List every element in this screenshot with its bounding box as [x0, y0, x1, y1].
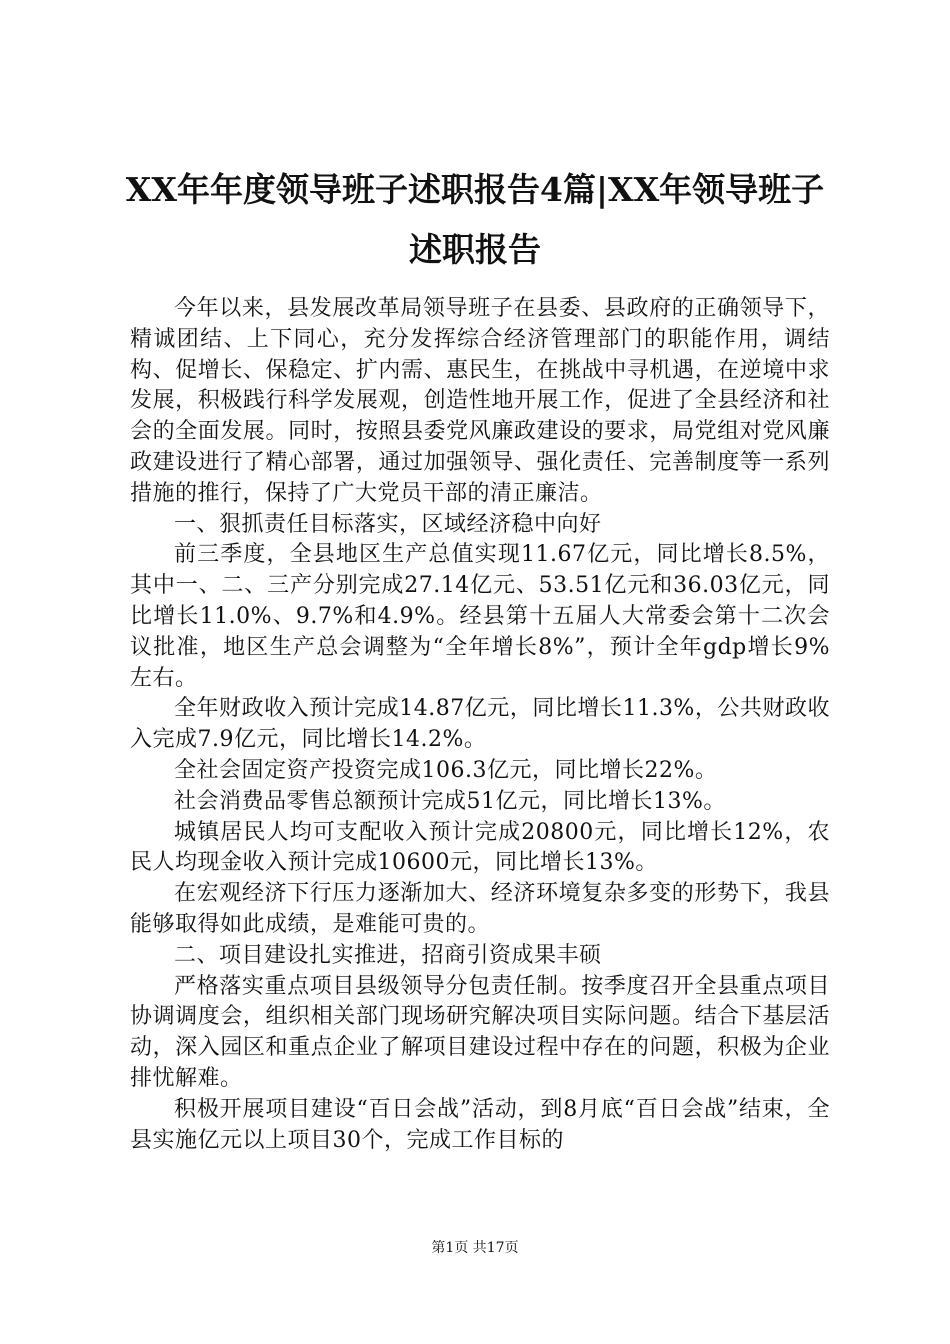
- paragraph-revenue: 全年财政收入预计完成14.87亿元，同比增长11.3%，公共财政收入完成7.9亿元，同比增长14.2%。: [130, 696, 830, 753]
- section-heading-1: 一、狠抓责任目标落实，区域经济稳中向好: [174, 511, 602, 537]
- paragraph-investment: 全社会固定资产投资完成106.3亿元，同比增长22%。: [174, 757, 718, 783]
- paragraph-hundred-days: 积极开展项目建设“百日会战”活动，到8月底“百日会战”结束，全县实施亿元以上项目30个，完成工作目标的: [130, 1096, 830, 1153]
- paragraph-retail: 社会消费品零售总额预计完成51亿元，同比增长13%。: [174, 788, 726, 814]
- paragraph-gdp: 前三季度，全县地区生产总值实现11.67亿元，同比增长8.5%，其中一、二、三产分别完成27.14亿元、53.51亿元和36.03亿元，同比增长11.0%、9.7%和4.9%。经县第十五届人大常委会第十二次会议批准，地区生产总会调整为“全年增长8%”，预计全年gdp增长9%左右。: [130, 542, 830, 691]
- paragraph-income: 城镇居民人均可支配收入预计完成20800元，同比增长12%，农民人均现金收入预计完成10600元，同比增长13%。: [130, 819, 830, 876]
- page-number: 第1页 共17页: [431, 1240, 519, 1256]
- section-heading-2: 二、项目建设扎实推进，招商引资成果丰硕: [174, 942, 602, 968]
- document-title: XX年年度领导班子述职报告4篇|XX年领导班子述职报告: [125, 170, 825, 269]
- document-body: [130, 294, 830, 1156]
- paragraph-project-responsibility: 严格落实重点项目县级领导分包责任制。按季度召开全县重点项目协调调度会，组织相关部门现场研究解决项目实际问题。结合下基层活动，深入园区和重点企业了解项目建设过程中存在的问题，积极为企业排忧解难。: [130, 973, 830, 1091]
- paragraph-intro: 今年以来，县发展改革局领导班子在县委、县政府的正确领导下，精诚团结、上下同心，充分发挥综合经济管理部门的职能作用，调结构、促增长、保稳定、扩内需、惠民生，在挑战中寻机遇，在逆境中求发展，积极践行科学发展观，创造性地开展工作，促进了全县经济和社会的全面发展。同时，按照县委党风廉政建设的要求，局党组对党风廉政建设进行了精心部署，通过加强领导、强化责任、完善制度等一系列措施的推行，保持了广大党员干部的清正廉洁。: [130, 296, 830, 506]
- paragraph-summary: 在宏观经济下行压力逐渐加大、经济环境复杂多变的形势下，我县能够取得如此成绩，是难能可贵的。: [130, 881, 830, 937]
